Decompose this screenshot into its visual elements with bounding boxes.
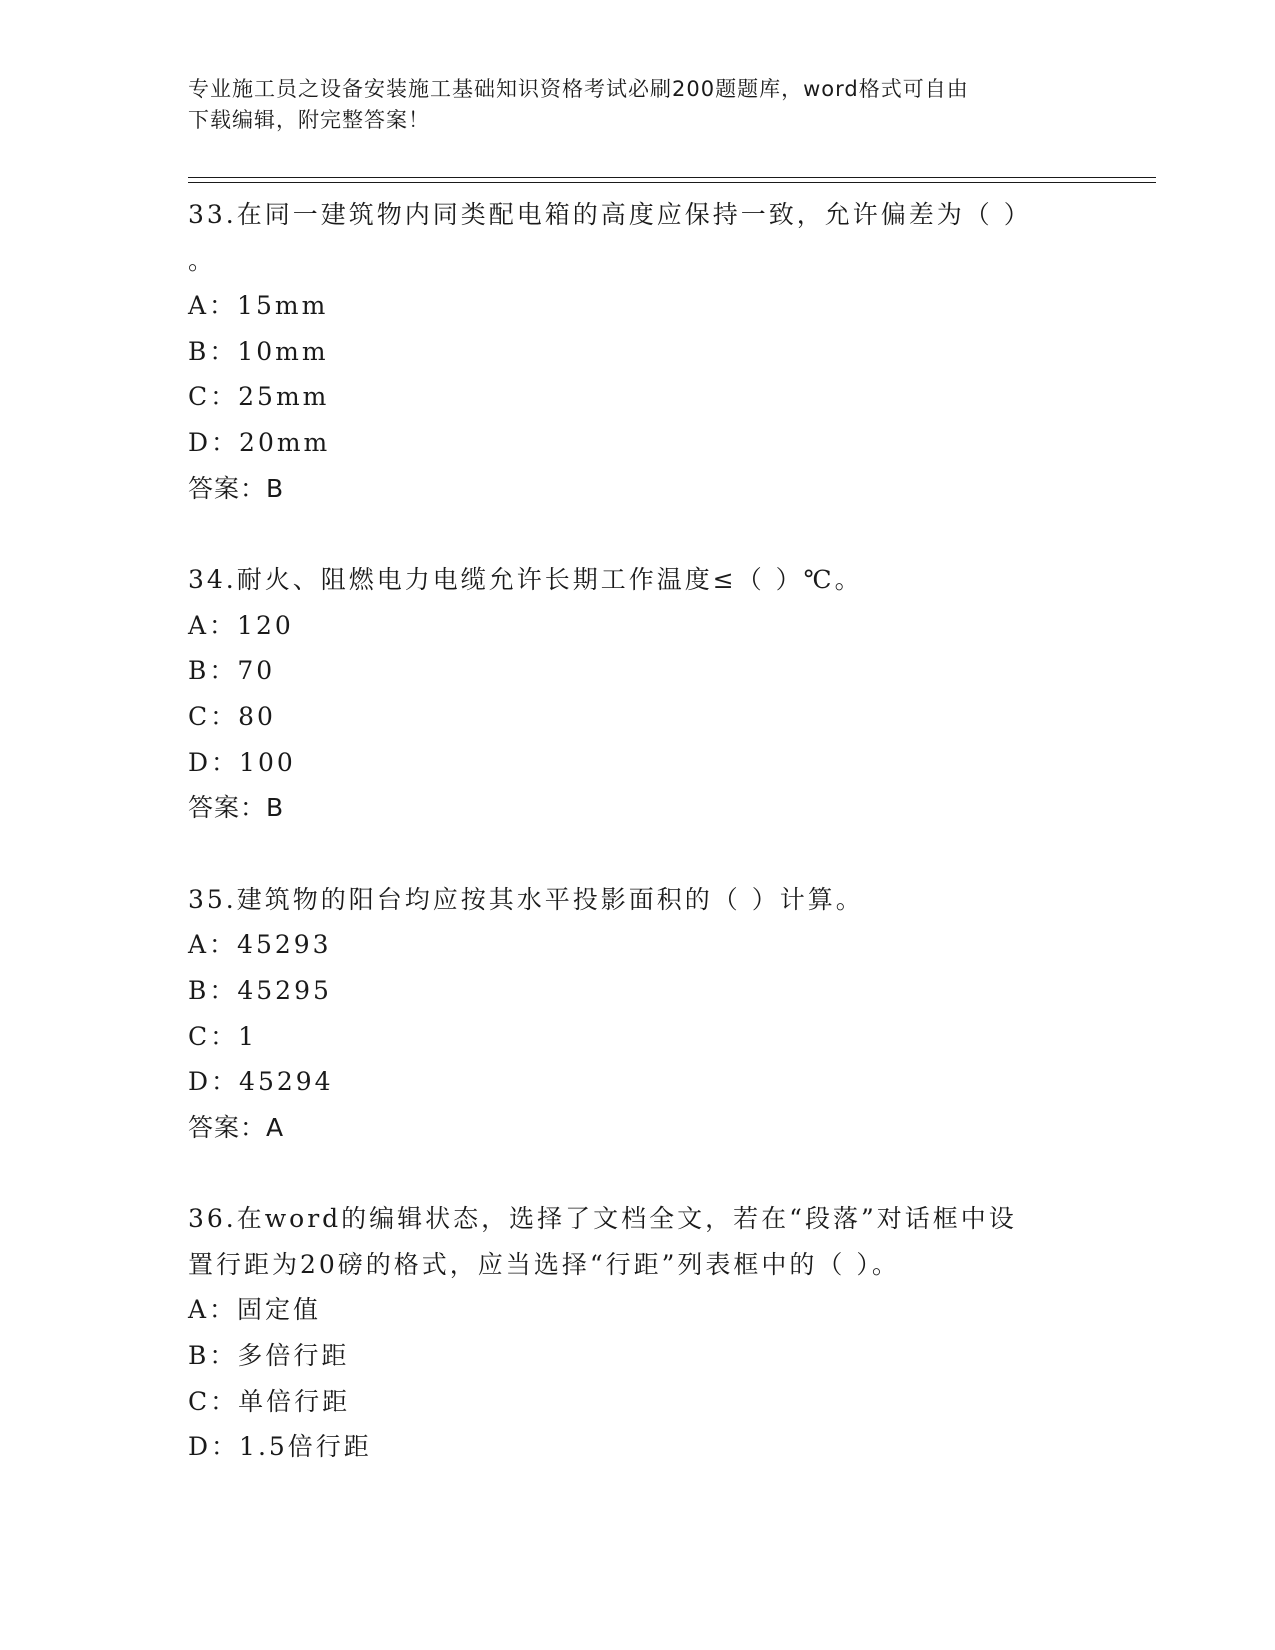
option-c: C：80 [188,701,276,731]
answer-line: 答案：A [188,1112,285,1142]
question-list [188,192,1088,1470]
option-c: C：1 [188,1021,258,1051]
option-a: A：15mm [188,291,329,321]
question-text: 34.耐火、阻燃电力电缆允许长期工作温度≤（ ）℃。 [188,565,863,595]
document-header [188,74,1068,136]
option-d: D：20mm [188,427,331,457]
spacer [188,511,1088,557]
option-d: D：45294 [188,1067,334,1097]
question-block [188,557,1088,831]
answer-line: 答案：B [188,793,285,823]
header-divider-bottom [188,182,1156,183]
option-a: A：固定值 [188,1295,322,1325]
question-block [188,877,1088,1151]
option-c: C：25mm [188,382,330,412]
header-line-1: 专业施工员之设备安装施工基础知识资格考试必刷200题题库，word格式可自由 [188,77,969,101]
option-c: C：单倍行距 [188,1386,351,1416]
option-d: D：1.5倍行距 [188,1432,372,1462]
option-a: A：120 [188,610,294,640]
question-block [188,1196,1088,1470]
question-text: 36.在word的编辑状态，选择了文档全文，若在“段落”对话框中设 [188,1204,1017,1234]
header-line-2: 下载编辑，附完整答案！ [188,108,430,132]
question-text: 35.建筑物的阳台均应按其水平投影面积的（ ）计算。 [188,884,864,914]
header-divider-top [188,177,1156,178]
option-b: B：多倍行距 [188,1341,350,1371]
question-block [188,192,1088,511]
question-text: 。 [188,245,217,275]
answer-line: 答案：B [188,473,285,503]
question-text: 置行距为20磅的格式，应当选择“行距”列表框中的（ ）。 [188,1249,900,1279]
spacer [188,831,1088,877]
option-d: D：100 [188,747,296,777]
option-a: A：45293 [188,930,332,960]
option-b: B：10mm [188,336,329,366]
option-b: B：45295 [188,975,332,1005]
spacer [188,1150,1088,1196]
question-text: 33.在同一建筑物内同类配电箱的高度应保持一致，允许偏差为（ ） [188,200,1032,229]
option-b: B：70 [188,656,276,686]
